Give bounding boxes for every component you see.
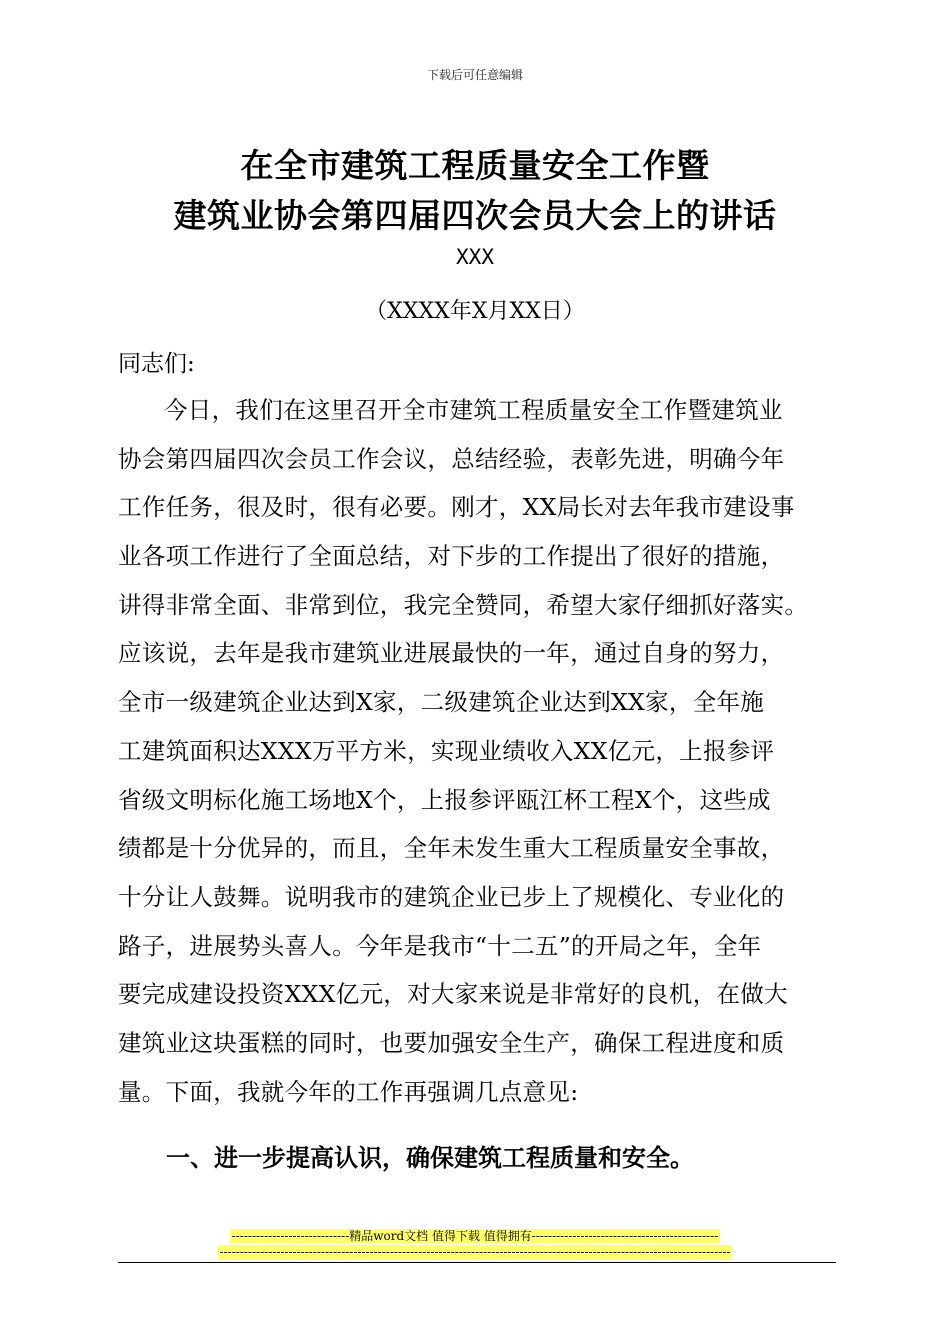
body-line: 要完成建设投资XXX亿元，对大家来说是非常好的良机，在做大: [118, 980, 788, 1009]
body-paragraph: [118, 393, 858, 1123]
body-line: 工作任务，很及时，很有必要。刚才，XX局长对去年我市建设事: [118, 493, 795, 522]
body-line: 协会第四届四次会员工作会议，总结经验，表彰先进，明确今年: [118, 444, 785, 473]
body-line: 工建筑面积达XXX万平方米，实现业绩收入XX亿元，上报参评: [118, 736, 775, 765]
footer-banner: [0, 1229, 950, 1244]
body-line: 省级文明标化施工场地X个，上报参评瓯江杯工程X个，这些成: [118, 785, 771, 814]
body-line: 建筑业这块蛋糕的同时，也要加强安全生产，确保工程进度和质: [118, 1028, 785, 1057]
document-title-line-2: 建筑业协会第四届四次会员大会上的讲话: [173, 196, 777, 235]
body-line: 业各项工作进行了全面总结，对下步的工作提出了很好的措施，: [118, 542, 785, 571]
body-line: 绩都是十分优异的，而且，全年未发生重大工程质量安全事故，: [118, 834, 785, 863]
footer-banner-text: -----------------------------精品word文档 值得下载 值得拥有----------------------------------------------: [231, 1229, 719, 1243]
body-line: 今日，我们在这里召开全市建筑工程质量安全工作暨建筑业: [164, 396, 783, 424]
document-title-line-1: 在全市建筑工程质量安全工作暨: [240, 146, 710, 185]
body-line: 讲得非常全面、非常到位，我完全赞同，希望大家仔细抓好落实。: [118, 590, 809, 619]
body-line: 全市一级建筑企业达到X家，二级建筑企业达到XX家，全年施: [118, 688, 765, 717]
body-line: 应该说，去年是我市建筑业进展最快的一年，通过自身的努力，: [118, 639, 785, 668]
speaker-name: XXX: [456, 245, 494, 269]
body-line: 十分让人鼓舞。说明我市的建筑企业已步上了规模化、专业化的: [118, 882, 785, 911]
footer-dashes: [0, 1245, 950, 1260]
footer-divider: [118, 1262, 836, 1263]
body-line: 量。下面，我就今年的工作再强调几点意见:: [118, 1077, 579, 1106]
header-note: 下载后可任意编辑: [426, 68, 523, 82]
speech-date: （XXXX年X月XX日）: [365, 299, 585, 324]
body-line: 路子，进展势头喜人。今年是我市“十二五”的开局之年，全年: [118, 931, 762, 960]
footer-dashes-text: ------------------------------------------------------------------------------------------------------------------------------: [219, 1245, 731, 1259]
section-heading: 一、进一步提高认识，确保建筑工程质量和安全。: [166, 1144, 694, 1172]
salutation: 同志们:: [118, 351, 195, 377]
